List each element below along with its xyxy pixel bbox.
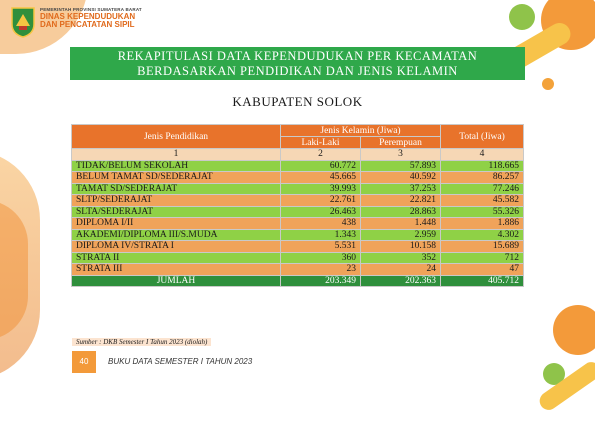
row-total: 712 [441, 252, 524, 264]
row-total: 77.246 [441, 183, 524, 195]
row-male: 1.343 [281, 229, 361, 241]
table-row [72, 206, 524, 218]
table-row [72, 172, 524, 184]
row-education: STRATA III [72, 264, 281, 276]
header-male: Laki-Laki [281, 137, 361, 149]
row-total: 118.665 [441, 160, 524, 172]
header-gender-group: Jenis Kelamin (Jiwa) [281, 125, 441, 137]
total-female: 202.363 [361, 275, 441, 287]
row-total: 47 [441, 264, 524, 276]
row-education: BELUM TAMAT SD/SEDERAJAT [72, 172, 281, 184]
org-name [40, 8, 142, 30]
province-emblem-icon [10, 6, 36, 38]
row-female: 24 [361, 264, 441, 276]
row-education: SLTP/SEDERAJAT [72, 195, 281, 207]
row-female: 57.893 [361, 160, 441, 172]
row-male: 23 [281, 264, 361, 276]
row-female: 2.959 [361, 229, 441, 241]
row-total: 45.582 [441, 195, 524, 207]
decor-circle-orange-bottom [553, 305, 595, 355]
table-header-row [72, 125, 524, 137]
region-title: KABUPATEN SOLOK [232, 94, 363, 109]
header-education: Jenis Pendidikan [72, 125, 281, 149]
table-row [72, 264, 524, 276]
header-total: Total (Jiwa) [441, 125, 524, 149]
row-education: SLTA/SEDERAJAT [72, 206, 281, 218]
row-male: 438 [281, 218, 361, 230]
row-total: 1.886 [441, 218, 524, 230]
page-number: 40 [72, 351, 96, 373]
row-education: TAMAT SD/SEDERAJAT [72, 183, 281, 195]
row-male: 26.463 [281, 206, 361, 218]
row-female: 37.253 [361, 183, 441, 195]
row-female: 28.863 [361, 206, 441, 218]
row-education: AKADEMI/DIPLOMA III/S.MUDA [72, 229, 281, 241]
row-education: STRATA II [72, 252, 281, 264]
header-female: Perempuan [361, 137, 441, 149]
table-index-row [72, 149, 524, 161]
decor-dot-orange [542, 78, 554, 90]
index-cell: 2 [281, 149, 361, 161]
decor-circle-green [509, 4, 535, 30]
total-all: 405.712 [441, 275, 524, 287]
row-male: 45.665 [281, 172, 361, 184]
org-line-1: PEMERINTAH PROVINSI SUMATERA BARAT [40, 7, 142, 12]
row-male: 22.761 [281, 195, 361, 207]
book-title: BUKU DATA SEMESTER I TAHUN 2023 [108, 357, 253, 366]
report-title-line-2: BERDASARKAN PENDIDIKAN DAN JENIS KELAMIN [137, 64, 458, 78]
row-male: 5.531 [281, 241, 361, 253]
report-title [70, 47, 525, 80]
table-row [72, 229, 524, 241]
table-row [72, 195, 524, 207]
row-male: 60.772 [281, 160, 361, 172]
index-cell: 3 [361, 149, 441, 161]
row-education: DIPLOMA IV/STRATA I [72, 241, 281, 253]
table-row [72, 241, 524, 253]
org-line-3: DAN PENCATATAN SIPIL [40, 20, 135, 30]
total-male: 203.349 [281, 275, 361, 287]
index-cell: 4 [441, 149, 524, 161]
row-total: 55.326 [441, 206, 524, 218]
org-line-2: DINAS KEPENDUDUKAN [40, 11, 136, 21]
table-row [72, 252, 524, 264]
row-education: DIPLOMA I/II [72, 218, 281, 230]
report-title-line-1: REKAPITULASI DATA KEPENDUDUKAN PER KECAMATAN [117, 49, 478, 63]
index-cell: 1 [72, 149, 281, 161]
source-note: Sumber : DKB Semester I Tahun 2023 (diolah) [72, 338, 211, 346]
table-total-row [72, 275, 524, 287]
row-female: 10.158 [361, 241, 441, 253]
total-label: JUMLAH [72, 275, 281, 287]
table-row [72, 218, 524, 230]
education-gender-table [71, 124, 524, 287]
row-female: 40.592 [361, 172, 441, 184]
row-female: 22.821 [361, 195, 441, 207]
table-row [72, 160, 524, 172]
row-total: 4.302 [441, 229, 524, 241]
row-female: 1.448 [361, 218, 441, 230]
row-total: 86.257 [441, 172, 524, 184]
row-male: 360 [281, 252, 361, 264]
row-male: 39.993 [281, 183, 361, 195]
row-education: TIDAK/BELUM SEKOLAH [72, 160, 281, 172]
table-row [72, 183, 524, 195]
row-female: 352 [361, 252, 441, 264]
row-total: 15.689 [441, 241, 524, 253]
